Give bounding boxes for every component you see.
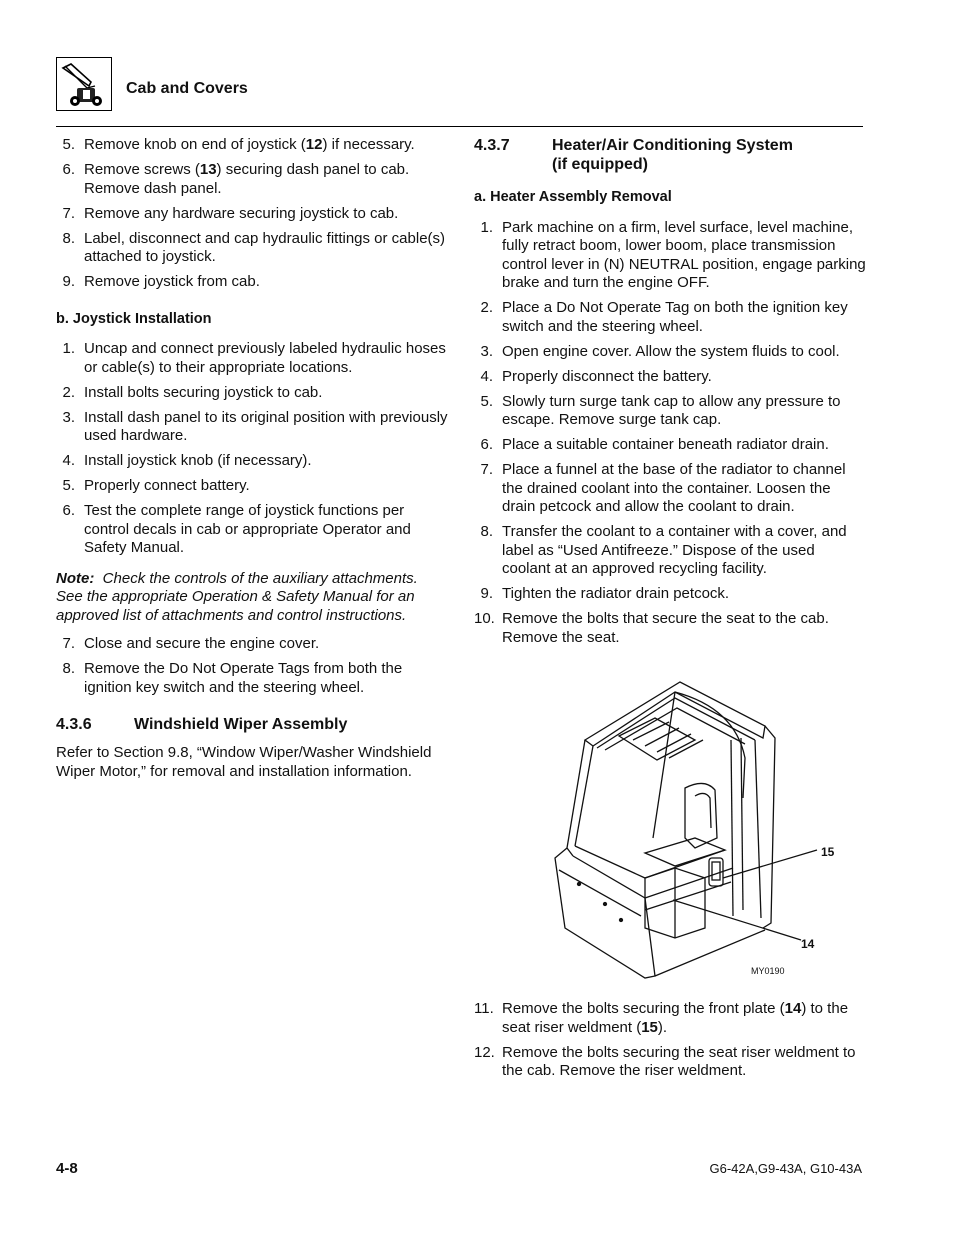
step-text: Remove joystick from cab.: [84, 273, 260, 290]
cab-line-drawing: [545, 678, 845, 983]
list-item: [474, 461, 866, 517]
step-number: 8.: [480, 523, 493, 540]
step-text: Install joystick knob (if necessary).: [84, 452, 312, 469]
list-item: [56, 635, 448, 654]
section-heading-4-3-7: [474, 136, 866, 174]
step-number: 5.: [62, 477, 75, 494]
joystick-installation-steps: [56, 340, 448, 558]
cab-illustration: [545, 678, 845, 983]
step-number: 4.: [480, 367, 493, 385]
page-header-title: Cab and Covers: [126, 80, 248, 97]
step-text: Transfer the coolant to a container with a cover, and label as “Used Antifreeze.” Dispose of the used coolant at an approved recycling facility.: [502, 523, 847, 577]
section-number: 4.3.7: [474, 137, 510, 154]
closing-steps: [56, 635, 448, 697]
header-divider: [56, 126, 863, 127]
step-number: 7.: [62, 204, 75, 222]
list-item: [474, 1000, 866, 1037]
step-number: 8.: [62, 660, 75, 677]
step-text: Remove knob on end of joystick (12) if necessary.: [84, 136, 415, 153]
step-number: 11.: [474, 1000, 494, 1017]
list-item: [56, 273, 448, 292]
section-heading-4-3-6: [56, 715, 448, 734]
step-number: 7.: [480, 461, 493, 478]
callout-14: 14: [801, 937, 815, 951]
list-item: [56, 409, 448, 446]
heater-removal-heading: a. Heater Assembly Removal: [474, 189, 672, 205]
step-text: Test the complete range of joystick functions per control decals in cab or appropriate Operator and Safety Manual.: [84, 502, 411, 556]
list-item: [474, 1044, 866, 1081]
step-text: Remove the bolts securing the seat riser weldment to the cab. Remove the riser weldment.: [502, 1043, 856, 1079]
step-number: 5.: [480, 392, 493, 410]
step-text: Park machine on a firm, level surface, level machine, fully retract boom, lower boom, place transmission control lever in (N) NEUTRAL position, engage parking brake and turn the engine OFF.: [502, 218, 866, 291]
step-text: Install dash panel to its original position with previously used hardware.: [84, 408, 448, 444]
step-number: 3.: [62, 408, 75, 426]
step-number: 1.: [62, 340, 75, 357]
step-number: 4.: [62, 452, 75, 469]
step-text: Remove screws (13) securing dash panel to cab. Remove dash panel.: [84, 161, 410, 197]
list-item: [474, 393, 866, 430]
step-text: Place a funnel at the base of the radiator to channel the drained coolant into the container. Loosen the drain petcock and allow the coolant to drain.: [502, 461, 846, 515]
list-item: [474, 523, 866, 579]
step-text: Properly disconnect the battery.: [502, 367, 712, 385]
left-column: [56, 136, 448, 781]
step-number: 9.: [480, 585, 493, 602]
step-text: Uncap and connect previously labeled hydraulic hoses or cable(s) to their appropriate locations.: [84, 340, 446, 376]
list-item: [474, 368, 866, 387]
list-item: [56, 340, 448, 377]
joystick-removal-steps: [56, 136, 448, 292]
step-text: Label, disconnect and cap hydraulic fittings or cable(s) attached to joystick.: [84, 229, 446, 265]
step-text: Properly connect battery.: [84, 477, 250, 494]
model-numbers: G6-42A,G9-43A, G10-43A: [709, 1161, 862, 1176]
step-number: 6.: [62, 161, 75, 178]
step-text: Install bolts securing joystick to cab.: [84, 383, 323, 401]
section-title: Heater/Air Conditioning System (if equipped): [552, 137, 793, 173]
list-item: [56, 477, 448, 496]
telehandler-machine-icon: [57, 58, 111, 110]
list-item: [56, 452, 448, 471]
joystick-installation-heading: b. Joystick Installation: [56, 310, 212, 327]
section-title: Windshield Wiper Assembly: [134, 716, 348, 733]
list-item: [56, 230, 448, 267]
step-number: 6.: [62, 502, 75, 519]
list-item: [56, 384, 448, 403]
list-item: [56, 205, 448, 224]
section-4-3-6-body: Refer to Section 9.8, “Window Wiper/Washer Windshield Wiper Motor,” for removal and installation information.: [56, 744, 432, 780]
seat-riser-steps: [474, 1000, 866, 1087]
step-text: Remove the bolts securing the front plate (14) to the seat riser weldment (15).: [502, 1000, 849, 1036]
header-logo: [56, 57, 112, 111]
step-text: Tighten the radiator drain petcock.: [502, 585, 730, 602]
step-number: 7.: [62, 635, 75, 652]
note-text: Check the controls of the auxiliary attachments. See the appropriate Operation & Safety Manual for an approved list of attachments and control instructions.: [56, 569, 418, 624]
list-item: [474, 436, 866, 455]
note-paragraph: [56, 570, 448, 626]
step-number: 8.: [62, 229, 75, 247]
step-number: 1.: [480, 218, 493, 236]
callout-15: 15: [821, 845, 835, 859]
step-number: 3.: [480, 342, 493, 360]
list-item: [56, 502, 448, 558]
list-item: [474, 343, 866, 362]
note-label: Note:: [56, 569, 95, 587]
list-item: [474, 585, 866, 604]
step-number: 2.: [480, 299, 493, 316]
step-text: Remove the bolts that secure the seat to the cab. Remove the seat.: [502, 610, 829, 646]
list-item: [56, 136, 448, 155]
step-text: Remove any hardware securing joystick to cab.: [84, 204, 399, 222]
step-text: Remove the Do Not Operate Tags from both the ignition key switch and the steering wheel.: [84, 660, 403, 696]
section-number: 4.3.6: [56, 716, 92, 733]
step-text: Place a Do Not Operate Tag on both the ignition key switch and the steering wheel.: [502, 299, 848, 335]
step-number: 2.: [62, 383, 75, 401]
heater-removal-steps: [474, 219, 866, 648]
figure-id: MY0190: [751, 966, 785, 976]
step-number: 12.: [474, 1043, 495, 1061]
list-item: [474, 610, 866, 647]
list-item: [56, 660, 448, 697]
step-text: Open engine cover. Allow the system fluids to cool.: [502, 342, 840, 360]
step-number: 9.: [62, 273, 75, 290]
list-item: [474, 219, 866, 293]
list-item: [56, 161, 448, 198]
list-item: [474, 299, 866, 336]
step-number: 5.: [62, 136, 75, 153]
step-number: 10.: [474, 610, 495, 627]
page-number: 4-8: [56, 1160, 78, 1177]
step-text: Place a suitable container beneath radiator drain.: [502, 436, 829, 453]
step-text: Slowly turn surge tank cap to allow any pressure to escape. Remove surge tank cap.: [502, 392, 841, 428]
step-text: Close and secure the engine cover.: [84, 635, 320, 652]
step-number: 6.: [480, 436, 493, 453]
